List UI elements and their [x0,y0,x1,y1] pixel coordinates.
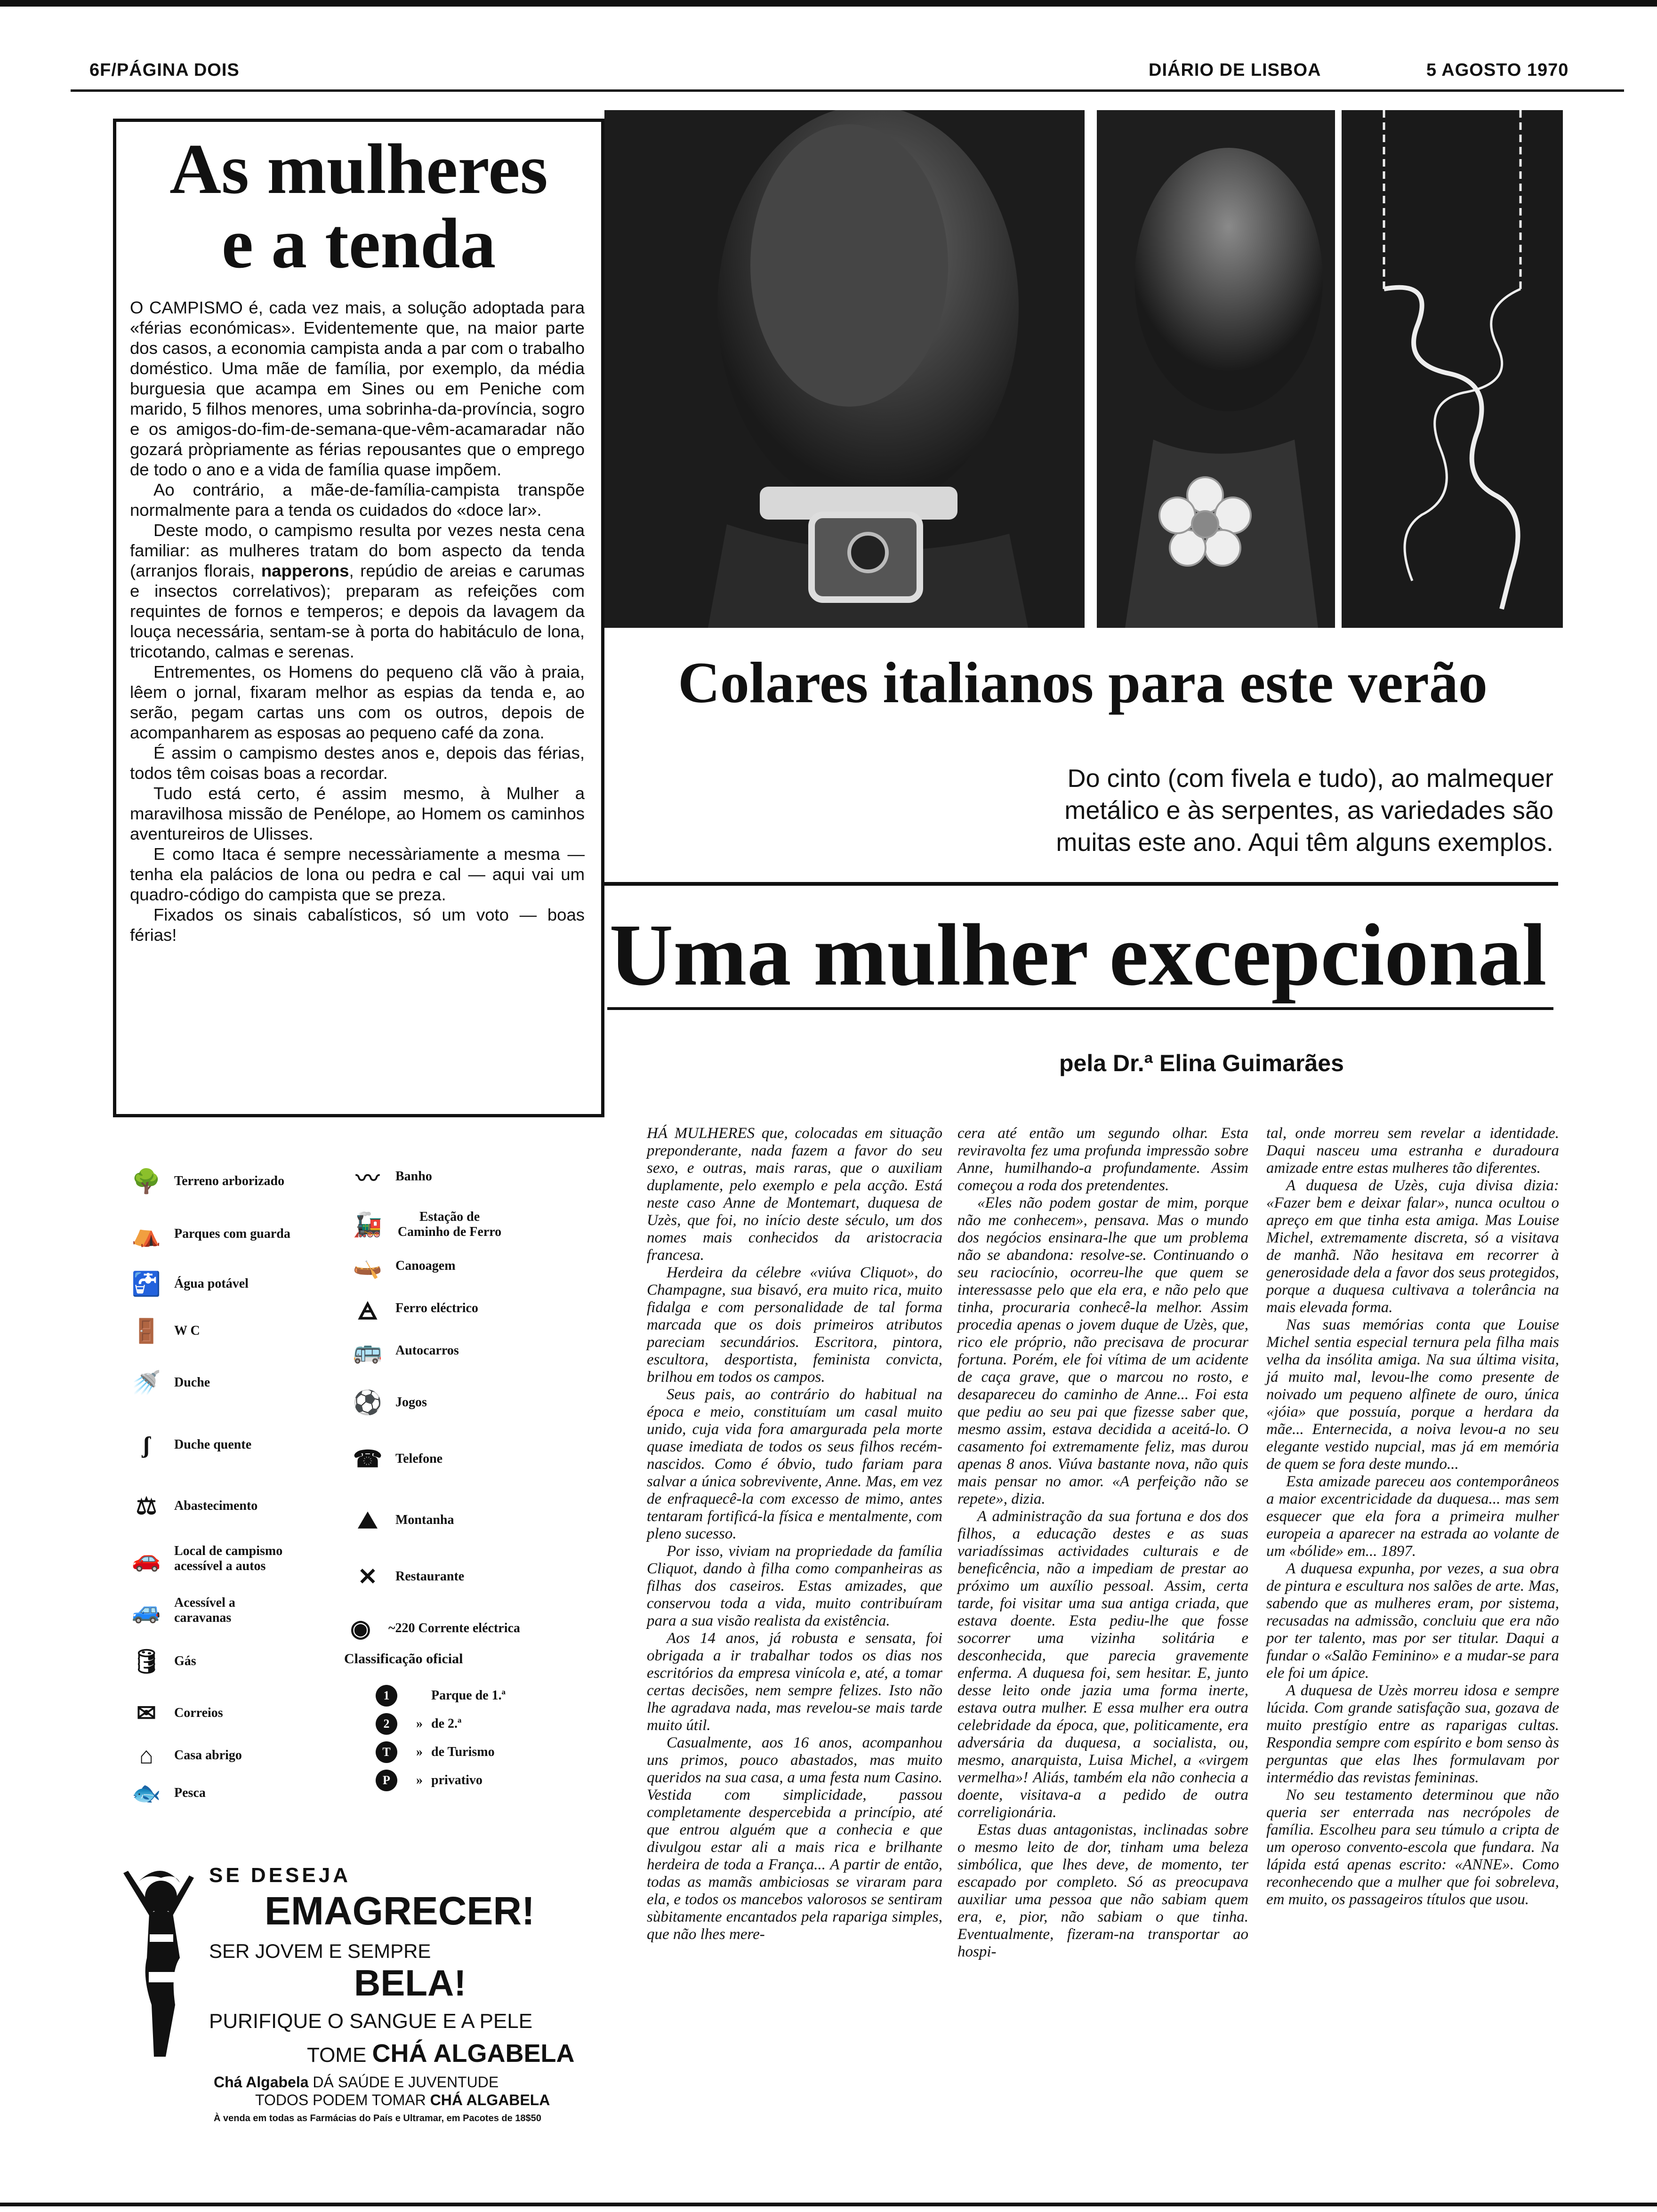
ad-line-5: PURIFIQUE O SANGUE E A PELE [209,2010,533,2033]
classification-item [370,1713,461,1735]
necklaces-title: Colares italianos para este verão [678,650,1488,715]
tent-guard-icon: ⛺ [131,1220,161,1247]
socket-icon: ◉ [350,1615,371,1642]
paragraph: E como Itaca é sempre necessàriamente a mesma — tenha ela palácios de lona ou pedra e cal — aqui vai um quadro-código do campista que se preza. [130,844,585,904]
legend-item [351,1445,442,1473]
legend-item [351,1294,478,1322]
paragraph-part: , repúdio de areias e carumas e insectos correlativos); preparam as refeições com requintes de fornos e temperos; e depois da lavagem da louça necessária, sentam-se à porta do habitáculo de lona, tricotando, calmas e serenas. [130,561,585,661]
ad-brand-small: Chá Algabela [214,2074,309,2091]
ad-health: DÁ SAÚDE E JUVENTUDE [313,2074,499,2091]
legend-label: Pesca [174,1786,206,1800]
legend-label: Gás [174,1654,196,1668]
paragraph: Esta amizade pareceu aos contemporâneos a maior excentricidade da duquesa... mas sem esquecer que ela fora a primeira mulher europeia a aparecer na estrada ao volante de um «bólide» em... 1897. [1266,1473,1559,1560]
paragraph: Seus pais, ao contrário do habitual na época e meio, constituíam um casal muito unido, cuja vida fora amargurada pela morte quase imediata de todos os seus filhos recém-nascidos. Como é óbvio, tudo fariam para salvar a única sobrevivente, Anne. Mas, em vez de enfraquecê-la com excesso de mimo, antes tentaram fortificá-la física e mentalmente, com pleno sucesso. [647,1386,942,1542]
legend-item [130,1544,292,1574]
camping-legend [130,1165,601,1806]
legend-label: W C [174,1323,200,1338]
section-rule [603,882,1558,886]
left-title-line2: e a tenda [221,204,496,283]
hot-shower-icon: ʃ [143,1432,150,1458]
legend-item [130,1167,284,1195]
paragraph: Nas suas memórias conta que Louise Michel sentia especial ternura pela filha mais velha da insólita amiga. Na sua última visita, já muito mal, levou-lhe como presente de noivado um pequeno alfinete de ouro, única «jóia» que possuía, porque a herdara da mãe... Enternecida, a noiva levou-a no seu elegante vestido nupcial, mas já em memória de quem se fora deste mundo... [1266,1316,1559,1473]
legend-item [130,1317,200,1345]
legend-label: Duche [174,1375,210,1390]
legend-item [351,1563,464,1591]
paragraph: cera até então um segundo olhar. Esta reviravolta fez uma profunda impressão sobre Anne, humilhando-a profundamente. Assim começou a roda dos pretendentes. [957,1125,1248,1194]
legend-item [351,1337,459,1365]
legend-item [130,1431,251,1459]
legend-item [351,1252,456,1280]
ad-line-3: SER JOVEM E SEMPRE [209,1940,431,1962]
title-rule [607,1007,1553,1010]
left-article-body [130,297,585,945]
class-1-icon: 1 [376,1685,397,1707]
ad-line-7 [214,2074,499,2091]
gas-icon: 🛢 [131,1648,161,1675]
ad-everyone: TODOS PODEM TOMAR [255,2092,426,2108]
shelter-icon: ⌂ [139,1742,153,1769]
paragraph: É assim o campismo destes anos e, depois das férias, todos têm coisas boas a recordar. [130,743,585,783]
classification-label: Parque de 1.ª [431,1688,506,1703]
legend-label: Duche quente [174,1437,252,1452]
legend-item [130,1595,292,1626]
woman-silhouette-icon [109,1864,203,2061]
legend-item [351,1162,432,1191]
ad-line-4: BELA! [354,1962,467,2004]
tree-icon: 🌳 [131,1168,161,1194]
legend-label: Montanha [395,1513,454,1527]
paragraph: No seu testamento determinou que não queria ser enterrada nas necrópoles de família. Escolheu para seu túmulo a cripta de um operoso convento-escola que fundara. Na lápida está apenas escrito: «ANNE». Como reconhecendo que a mulher que foi sobreleva, em muito, os passageiros títulos que usou. [1266,1787,1559,1908]
paragraph: A duquesa de Uzès morreu idosa e sempre lúcida. Com grande satisfação sua, gozava de muito prestígio entre as raparigas cultas. Respondia sempre com espírito e bom senso às perguntas que elas lhes formulavam por intermédio das revistas femininas. [1266,1682,1559,1786]
caravan-icon: 🚙 [131,1597,161,1624]
canoe-icon: 🛶 [353,1252,383,1279]
paragraph: A duquesa expunha, por vezes, a sua obra de pintura e escultura nos salões de arte. Mas, sabendo que as mulheres eram, por sistema, recusadas na admissão, concluiu que era não por ter talento, mas por ser titular. Daqui a fundar o «Salão Feminino» e a mudar-se para ele foi um ápice. [1266,1560,1559,1682]
legend-item [351,1506,454,1534]
caption-line: Do cinto (com fivela e tudo), ao malmequer [1067,764,1553,793]
paragraph: Por isso, viviam na propriedade da família Cliquot, dando à filha como companheiras as filhas dos caseiros. Estas amizades, que conservou toda a vida, muito contribuíram para a sua visão realista da existência. [647,1543,942,1629]
paragraph: Aos 14 anos, já robusta e sensata, foi obrigada a ir trabalhar todos os dias nos escritórios da empresa vinícola e, até, a tomar certas decisões, nem sempre felizes. Isto não lhe agradava nada, mas revelou-se mais tarde muito útil. [647,1630,942,1734]
legend-item [130,1741,242,1770]
legend-item [344,1614,520,1643]
swim-icon: 〰 [356,1165,379,1192]
legend-label: Estação de Caminho de Ferro [397,1210,502,1239]
legend-item [130,1779,206,1807]
photo-woman-buckle-necklace [604,110,1085,628]
shower-icon: 🚿 [131,1369,161,1396]
legend-label: Jogos [395,1395,427,1410]
ad-brand: CHÁ ALGABELA [372,2039,575,2068]
legend-label: Ferro eléctrico [395,1301,478,1315]
page-label: 6F/PÁGINA DOIS [89,60,240,80]
ditto-mark: » [416,1745,423,1759]
issue-date: 5 AGOSTO 1970 [1426,60,1569,80]
ad-take: TOME [307,2044,367,2067]
newspaper-name: DIÁRIO DE LISBOA [1149,60,1321,80]
legend-item [351,1388,427,1417]
legend-label: Correios [174,1706,223,1720]
legend-label: ~220 Corrente eléctrica [388,1621,520,1635]
legend-label: Restaurante [395,1569,465,1584]
paragraph: Estas duas antagonistas, inclinadas sobre o mesmo leito de dor, tinham uma beleza simbólica, que lhes deve, de momento, ter escapado por completo. Só as preocupava auxiliar uma pessoa que não sabiam quem era, e, pior, não sabiam o que tinha. Eventualmente, fizeram-na transportar ao hospi- [957,1821,1248,1960]
legend-label: Canoagem [395,1258,456,1273]
ad-line-6 [307,2039,575,2068]
paragraph: A administração da sua fortuna e dos dos filhos, a educação destes e as suas variadíssimas actividades culturais e de beneficência, não a impediam de prestar ao próximo um auxílio pessoal. Assim, certa tarde, foi visitar uma sua antiga criada, que estava doente. Esta pediu-lhe que fosse socorrer uma vizinha solitária e desconhecida, que parecia gravemente enferma. A duquesa foi, sem hesitar. E, junto desse leito onde jazia uma forma inerte, estava outra mulher. E essa mulher era outra celebridade da época, que, politicamente, era adversária da duquesa, a socialista, ou, mesmo, anarquista, Luisa Michel, a «virgem vermelha»! Aliás, também ela não conhecia a doente, visitava-a a pedido de outra correligionária. [957,1508,1248,1821]
classification-item [370,1770,483,1791]
paragraph: tal, onde morreu sem revelar a identidade. Daqui nasceu uma estranha e duradoura amizade entre estas mulheres tão diferentes. [1266,1125,1559,1177]
scales-icon: ⚖ [136,1493,157,1519]
photo-woman-flower-necklace [1097,110,1335,628]
classification-title: Classificação oficial [344,1651,463,1667]
ball-icon: ⚽ [353,1389,383,1416]
ad-line-2: EMAGRECER! [265,1889,535,1933]
legend-item [351,1210,504,1240]
legend-label: Terreno arborizado [174,1174,285,1188]
left-title-line1: As mulheres [169,129,548,208]
advertisement [109,1864,599,2137]
envelope-icon: ✉ [137,1700,156,1726]
classification-item [370,1741,495,1763]
bottom-border [0,2203,1657,2206]
fish-icon: 🐟 [131,1779,161,1806]
photo-snake-necklace [1342,110,1563,628]
main-article-title: Uma mulher excepcional [609,906,1547,1004]
legend-label: Autocarros [395,1343,459,1358]
bus-icon: 🚌 [353,1337,383,1364]
legend-label: Abastecimento [174,1499,258,1513]
legend-label: Acessível a caravanas [174,1595,235,1625]
classification-item [370,1685,506,1707]
cutlery-icon: ✕ [358,1563,378,1590]
classification-label: privativo [431,1773,483,1787]
paragraph: Fixados os sinais cabalísticos, só um voto — boas férias! [130,905,585,945]
legend-item [130,1220,290,1248]
legend-label: Parques com guarda [174,1226,290,1241]
photo-woman-buckle-image [604,110,1085,628]
wc-icon: 🚪 [131,1317,161,1344]
paragraph [130,520,585,662]
ditto-mark: » [416,1716,423,1731]
paragraph: A duquesa de Uzès, cuja divisa dizia: «Fazer bem e deixar falar», nunca ocultou o apreço em que tinha esta amiga. Mas Louise Michel, extremamente discreta, só a visitava de manhã. Não hesitava em recorrer à generosidade dela a favor dos seus protegidos, porque a duquesa cultivava a tolerância na mais elevada forma. [1266,1177,1559,1316]
legend-label: Água potável [174,1276,249,1291]
iron-icon: 🜁 [357,1298,378,1324]
tap-icon: 🚰 [131,1270,161,1297]
ad-line-1: SE DESEJA [209,1864,351,1887]
class-2-icon: 2 [376,1713,397,1735]
paragraph-part: Deste modo, o campismo resulta por vezes nesta cena familiar: as mulheres tratam do bom aspecto da tenda (arranjos florais, [130,521,585,580]
header-rule [71,89,1624,92]
legend-item [130,1699,223,1727]
necklaces-caption [603,762,1553,858]
legend-item [130,1492,257,1520]
paragraph: Casualmente, aos 16 anos, acompanhou uns primos, pouco abastados, mas muito queridos na sua casa, a uma festa num Casino. Vestida com simplicidade, passou completamente despercebida a princípio, até que entrou alguém que a conhecia e que divulgou estar ali a mais rica e brilhante herdeira de toda a França... A partir de então, todas as mamãs ambiciosas se viraram para ela, e todos os mancebos valorosos se sentiram sùbitamente encantados pela rapariga simples, que não lhes mere- [647,1734,942,1943]
byline: pela Dr.ª Elina Guimarães [1059,1050,1344,1076]
paragraph: Herdeira da célebre «viúva Cliquot», do Champagne, sua bisavó, era muito rica, muito fidalga e com personalidade de tal forma marcada que os dois primeiros atributos pareciam secundários. Escritora, pintora, escultora, desportista, feminista convicta, brilhou em todos os campos. [647,1264,942,1386]
ad-brand-small-2: CHÁ ALGABELA [430,2092,550,2108]
phone-icon: ☎ [353,1446,383,1472]
ditto-mark: » [416,1773,423,1787]
legend-label: Banho [395,1169,432,1184]
legend-item [130,1270,249,1298]
article-column-1 [647,1125,942,1943]
legend-item [130,1369,210,1397]
class-tourism-icon: T [376,1741,397,1763]
class-private-icon: P [376,1770,397,1791]
article-column-3 [1266,1125,1559,1908]
top-border [0,0,1657,7]
caption-line: muitas este ano. Aqui têm alguns exemplos. [1056,828,1553,857]
legend-label: Telefone [395,1451,443,1466]
ad-line-8 [255,2092,550,2109]
classification-label: de 2.ª [431,1716,462,1731]
ad-footnote: À venda em todas as Farmácias do País e Ultramar, em Pacotes de 18$50 [214,2113,541,2124]
classification-label: de Turismo [431,1745,495,1759]
paragraph: «Eles não podem gostar de mim, porque não me conhecem», pensava. Mas o mundo dos negócios ensinara-lhe que um problema não se abandona: resolve-se. Continuando o seu raciocínio, ocorreu-lhe que quem se interessasse pelo que ela era, e não pelo que tinha, procuraria conhecê-la melhor. Assim procedia apenas o jovem duque de Uzès, que, rico ele próprio, não precisava de procurar fortuna. Porém, ele foi vítima de um acidente de caça grave, que o marcou no rosto, e desapareceu do caminho de Anne... Foi esta que pediu ao seu pai que fizesse saber que, mesmo assim, estava decidida a aceitá-lo. O casamento foi extremamente feliz, mas durou apenas 8 anos. Viúva bastante nova, não quis mais pensar no amor. «A perfeição não se repete», dizia. [957,1194,1248,1507]
paragraph: Ao contrário, a mãe-de-família-campista transpõe normalmente para a tenda os cuidados do «doce lar». [130,480,585,520]
paragraph: Entrementes, os Homens do pequeno clã vão à praia, lêem o jornal, fixaram melhor as espias da tenda e, ao serão, pegam cartas uns com os outros, depois de acompanharem as esposas ao pequeno café da zona. [130,662,585,742]
mountain-icon: ⛰ [358,1507,378,1533]
paragraph: O CAMPISMO é, cada vez mais, a solução adoptada para «férias económicas». Evidentemente que, na maior parte dos casos, a economia campista anda a par com o trabalho doméstico. Uma mãe de família, por exemplo, da média burguesia que acampa em Sines ou em Peniche com marido, 5 filhos menores, uma sobrinha-da-província, sogro e os amigos-do-fim-de-semana-que-vêm-acamaradar não gozará pròpriamente as férias repousantes que o emprego de todo o ano e a vida de família quase impõem. [130,298,585,479]
bold-word: napperons [261,561,349,580]
caption-line: metálico e às serpentes, as variedades são [1064,796,1553,825]
legend-item [130,1647,196,1675]
photo-snake-image [1342,110,1563,628]
car-icon: 🚗 [131,1545,161,1572]
legend-label: Casa abrigo [174,1748,242,1763]
photo-woman-flower-image [1097,110,1335,628]
article-column-2 [957,1125,1248,1961]
legend-label: Local de campismo acessível a autos [174,1544,283,1573]
paragraph: Tudo está certo, é assim mesmo, à Mulher a maravilhosa missão de Penélope, ao Homem os caminhos aventureiros de Ulisses. [130,784,585,843]
left-article-title [113,129,604,283]
paragraph: HÁ MULHERES que, colocadas em situação preponderante, nada fazem a favor do seu sexo, e outras, mais raras, que o auxiliam duplamente, pelo exemplo e pela acção. Está neste caso Anne de Montemart, duquesa de Uzès, que foi, no início deste século, um dos nomes mais conhecidos da aristocracia francesa. [647,1125,942,1264]
train-icon: 🚂 [353,1211,383,1238]
